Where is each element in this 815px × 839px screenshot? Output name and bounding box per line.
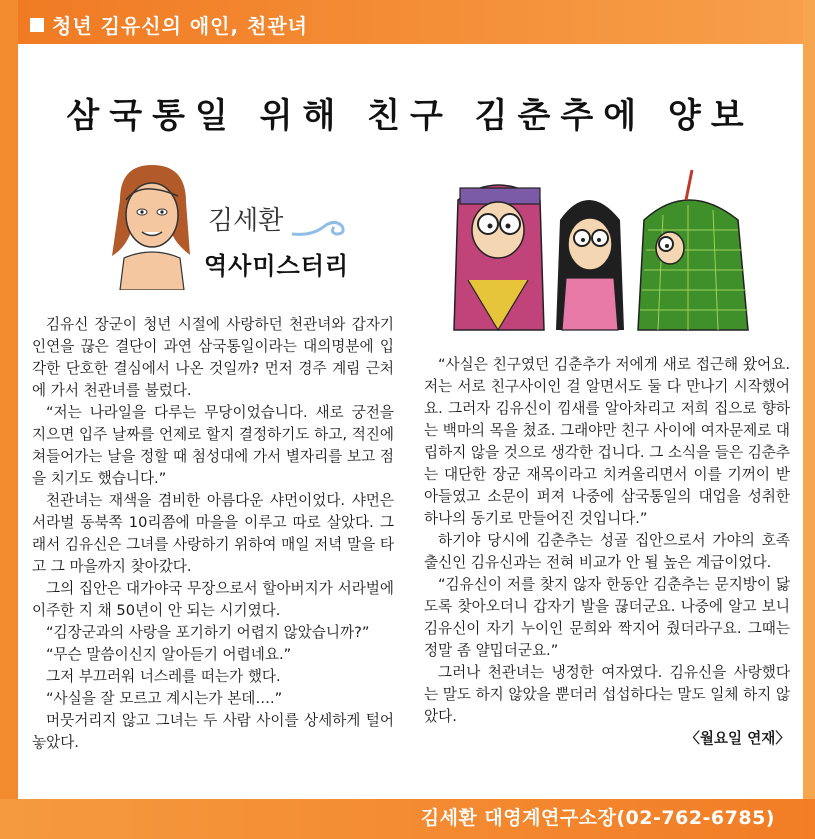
column-title: 역사미스터리 — [204, 252, 350, 280]
paragraph: 그의 집안은 대가야국 무장으로서 할아버지가 서라벌에 이주한 지 채 50년이 안 되는 시기였다. — [32, 580, 394, 619]
three-characters-cartoon — [448, 160, 768, 340]
square-bullet-icon — [30, 18, 44, 32]
paragraph: “사실은 친구였던 김춘추가 저에게 새로 접근해 왔어요. 저는 서로 친구사이인 걸 알면서도 둘 다 만나기 시작했어요. 그러자 김유신이 낌새를 알아차리고 저희 집으로 향하는 백마의 목을 쳤죠. 그래야만 친구 사이에 여자문제로 대립하지 않을 것으로 생각한 겁니다. 그 소식을 들은 김춘추는 대단한 장군 재목이라고 치켜올리면서 이를 기꺼이 받아들였고 소문이 퍼져 나중에 삼국통일의 대업을 성취한 하나의 동기로 만들어진 것입니다.” — [424, 356, 790, 527]
paragraph: 하기야 당시에 김춘추는 성골 집안으로서 가야의 호족 출신인 김유신과는 전혀 비교가 안 될 높은 계급이었다. — [424, 532, 790, 571]
paragraph: “무슨 말씀이신지 알아듣기 어렵네요.” — [46, 646, 292, 663]
left-text-column — [32, 314, 394, 754]
right-text-column — [424, 354, 790, 750]
series-title-text: 청년 김유신의 애인, 천관녀 — [52, 14, 309, 38]
paragraph: 김유신 장군이 청년 시절에 사랑하던 천관녀와 갑자기 인연을 끊은 결단이 과연 삼국통일이라는 대의명분에 입각한 단호한 결심에서 나온 것일까? 먼저 경주 계림 근처에 가서 천관녀를 불렀다. — [32, 316, 394, 399]
paragraph: 천관녀는 재색을 겸비한 아름다운 샤먼이었다. 샤먼은 서라벌 동북쪽 10리쯤에 마을을 이루고 따로 살았다. 그래서 김유신은 그녀를 사랑하기 위하여 매일 저녁 말을 타고 그 마을까지 찾아갔다. — [32, 492, 394, 575]
paragraph: “김유신이 저를 찾지 않자 한동안 김춘추는 문지방이 닳도록 찾아오더니 갑자기 발을 끊더군요. 나중에 알고 보니 김유신이 자기 누이인 문희와 짝지어 줬더라구요. 그때는 정말 좀 얄밉더군요.” — [424, 576, 790, 659]
series-title — [30, 10, 308, 39]
paragraph: “사실을 잘 모르고 계시는가 본데….” — [46, 690, 283, 707]
headline: 삼국통일 위해 친구 김춘추에 양보 — [66, 96, 754, 136]
paragraph: “김장군과의 사랑을 포기하기 어렵지 않았습니까?” — [46, 624, 370, 641]
paragraph: 머뭇거리지 않고 그녀는 두 사람 사이를 상세하게 털어놓았다. — [32, 712, 394, 751]
paragraph: “저는 나라일을 다루는 무당이었습니다. 새로 궁전을 지으면 입주 날짜를 언제로 할지 결정하기도 하고, 적진에 쳐들어가는 날을 정할 때 첨성대에 가서 별자리를 보고 점을 치기도 했습니다.” — [32, 404, 394, 487]
author-name: 김세환 — [208, 206, 284, 236]
frame-left — [0, 0, 18, 839]
frame-right — [803, 0, 815, 839]
series-note: 〈월요일 연재〉 — [685, 730, 790, 747]
author-portrait-illustration — [100, 160, 200, 290]
author-credit-footer: 김세환 대영계연구소장(02-762-6785) — [420, 807, 775, 829]
paragraph: 그러나 천관녀는 냉정한 여자였다. 김유신을 사랑했다는 말도 하지 않았을 뿐더러 섭섭하다는 말도 일체 하지 않았다. — [424, 664, 790, 725]
swirl-ornament-icon — [290, 214, 350, 244]
paragraph: 그저 부끄러워 너스레를 떠는가 했다. — [46, 668, 281, 685]
